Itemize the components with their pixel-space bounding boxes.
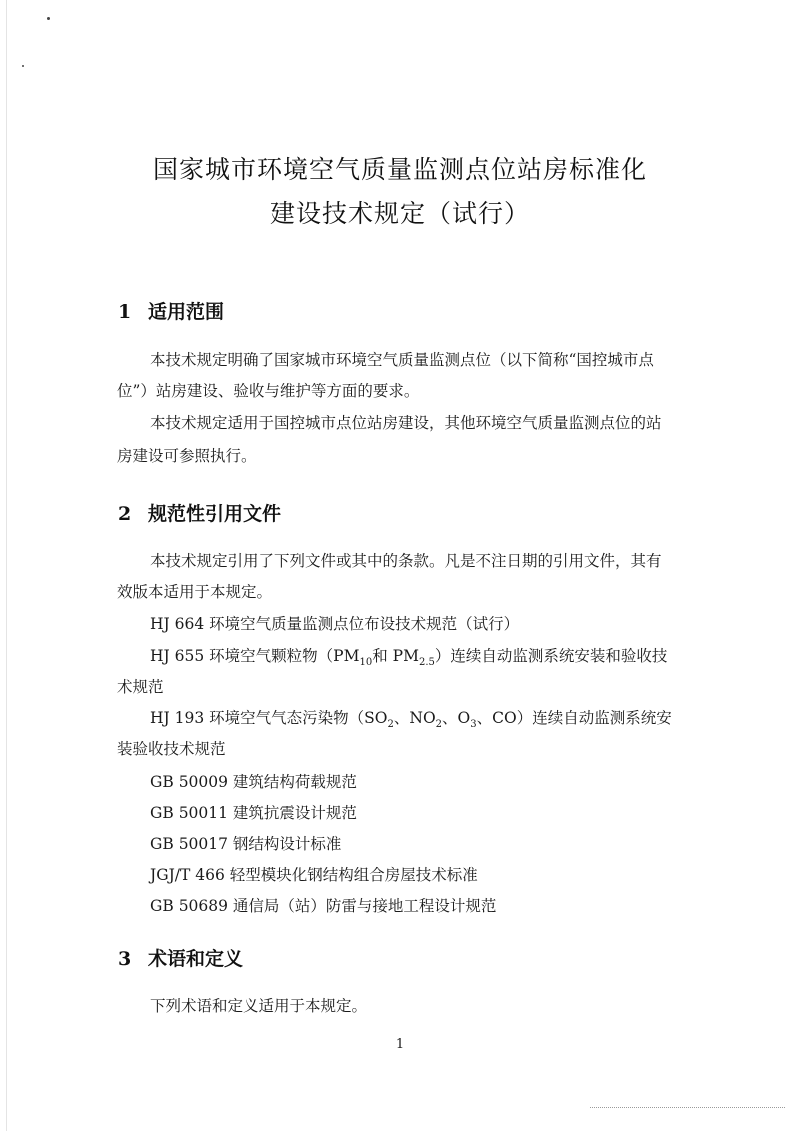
section-2-heading — [118, 499, 281, 526]
scan-dotted-edge — [590, 1107, 785, 1108]
section-number: 2 — [118, 503, 132, 525]
reference-text: ）连续自动监测系统安装和验收技 — [434, 647, 668, 665]
paragraph-line: 效版本适用于本规定。 — [117, 583, 273, 601]
reference-item: JGJ/T 466 轻型模块化钢结构组合房屋技术标准 — [150, 866, 478, 884]
reference-text: HJ 655 环境空气颗粒物（PM — [150, 647, 360, 665]
paragraph-line: 本技术规定引用了下列文件或其中的条款。凡是不注日期的引用文件，其有 — [150, 552, 662, 570]
section-title: 术语和定义 — [148, 948, 244, 970]
document-title-line-1: 国家城市环境空气质量监测点位站房标准化 — [152, 155, 647, 184]
reference-item: GB 50011 建筑抗震设计规范 — [150, 804, 357, 822]
reference-text: 、O — [442, 709, 471, 727]
subscript: 3 — [470, 719, 477, 731]
subscript: 2 — [387, 719, 394, 731]
scan-speck — [22, 65, 24, 67]
paragraph-line: 本技术规定明确了国家城市环境空气质量监测点位（以下简称“国控城市点 — [150, 351, 654, 369]
section-1-heading — [118, 297, 224, 324]
reference-text: 、CO）连续自动监测系统安 — [476, 709, 672, 727]
reference-item — [150, 646, 667, 673]
reference-item: HJ 664 环境空气质量监测点位布设技术规范（试行） — [150, 615, 520, 633]
subscript: 10 — [359, 657, 373, 669]
reference-item — [150, 708, 672, 735]
paragraph-line: 位”）站房建设、验收与维护等方面的要求。 — [117, 382, 420, 400]
page-number: 1 — [395, 1037, 405, 1052]
paragraph-line: 房建设可参照执行。 — [117, 447, 257, 465]
scan-speck — [47, 17, 50, 20]
reference-text: 和 PM — [372, 647, 419, 665]
section-3-heading — [118, 944, 243, 971]
reference-item: GB 50689 通信局（站）防雷与接地工程设计规范 — [150, 897, 497, 915]
subscript: 2 — [435, 719, 443, 731]
document-title-line-2: 建设技术规定（试行） — [269, 199, 530, 228]
reference-text: 、NO — [393, 709, 436, 727]
section-number: 3 — [118, 948, 132, 970]
reference-item: GB 50017 钢结构设计标准 — [150, 835, 342, 853]
reference-item-continuation: 术规范 — [117, 678, 164, 696]
paragraph-line: 本技术规定适用于国控城市点位站房建设，其他环境空气质量监测点位的站 — [150, 414, 662, 432]
section-title: 规范性引用文件 — [148, 503, 282, 525]
reference-item: GB 50009 建筑结构荷载规范 — [150, 773, 357, 791]
section-title: 适用范围 — [148, 301, 225, 323]
reference-text: HJ 193 环境空气气态污染物（SO — [150, 709, 388, 727]
section-number: 1 — [118, 301, 132, 323]
subscript: 2.5 — [418, 657, 435, 669]
reference-item-continuation: 装验收技术规范 — [117, 740, 226, 758]
paragraph-line: 下列术语和定义适用于本规定。 — [150, 997, 368, 1015]
